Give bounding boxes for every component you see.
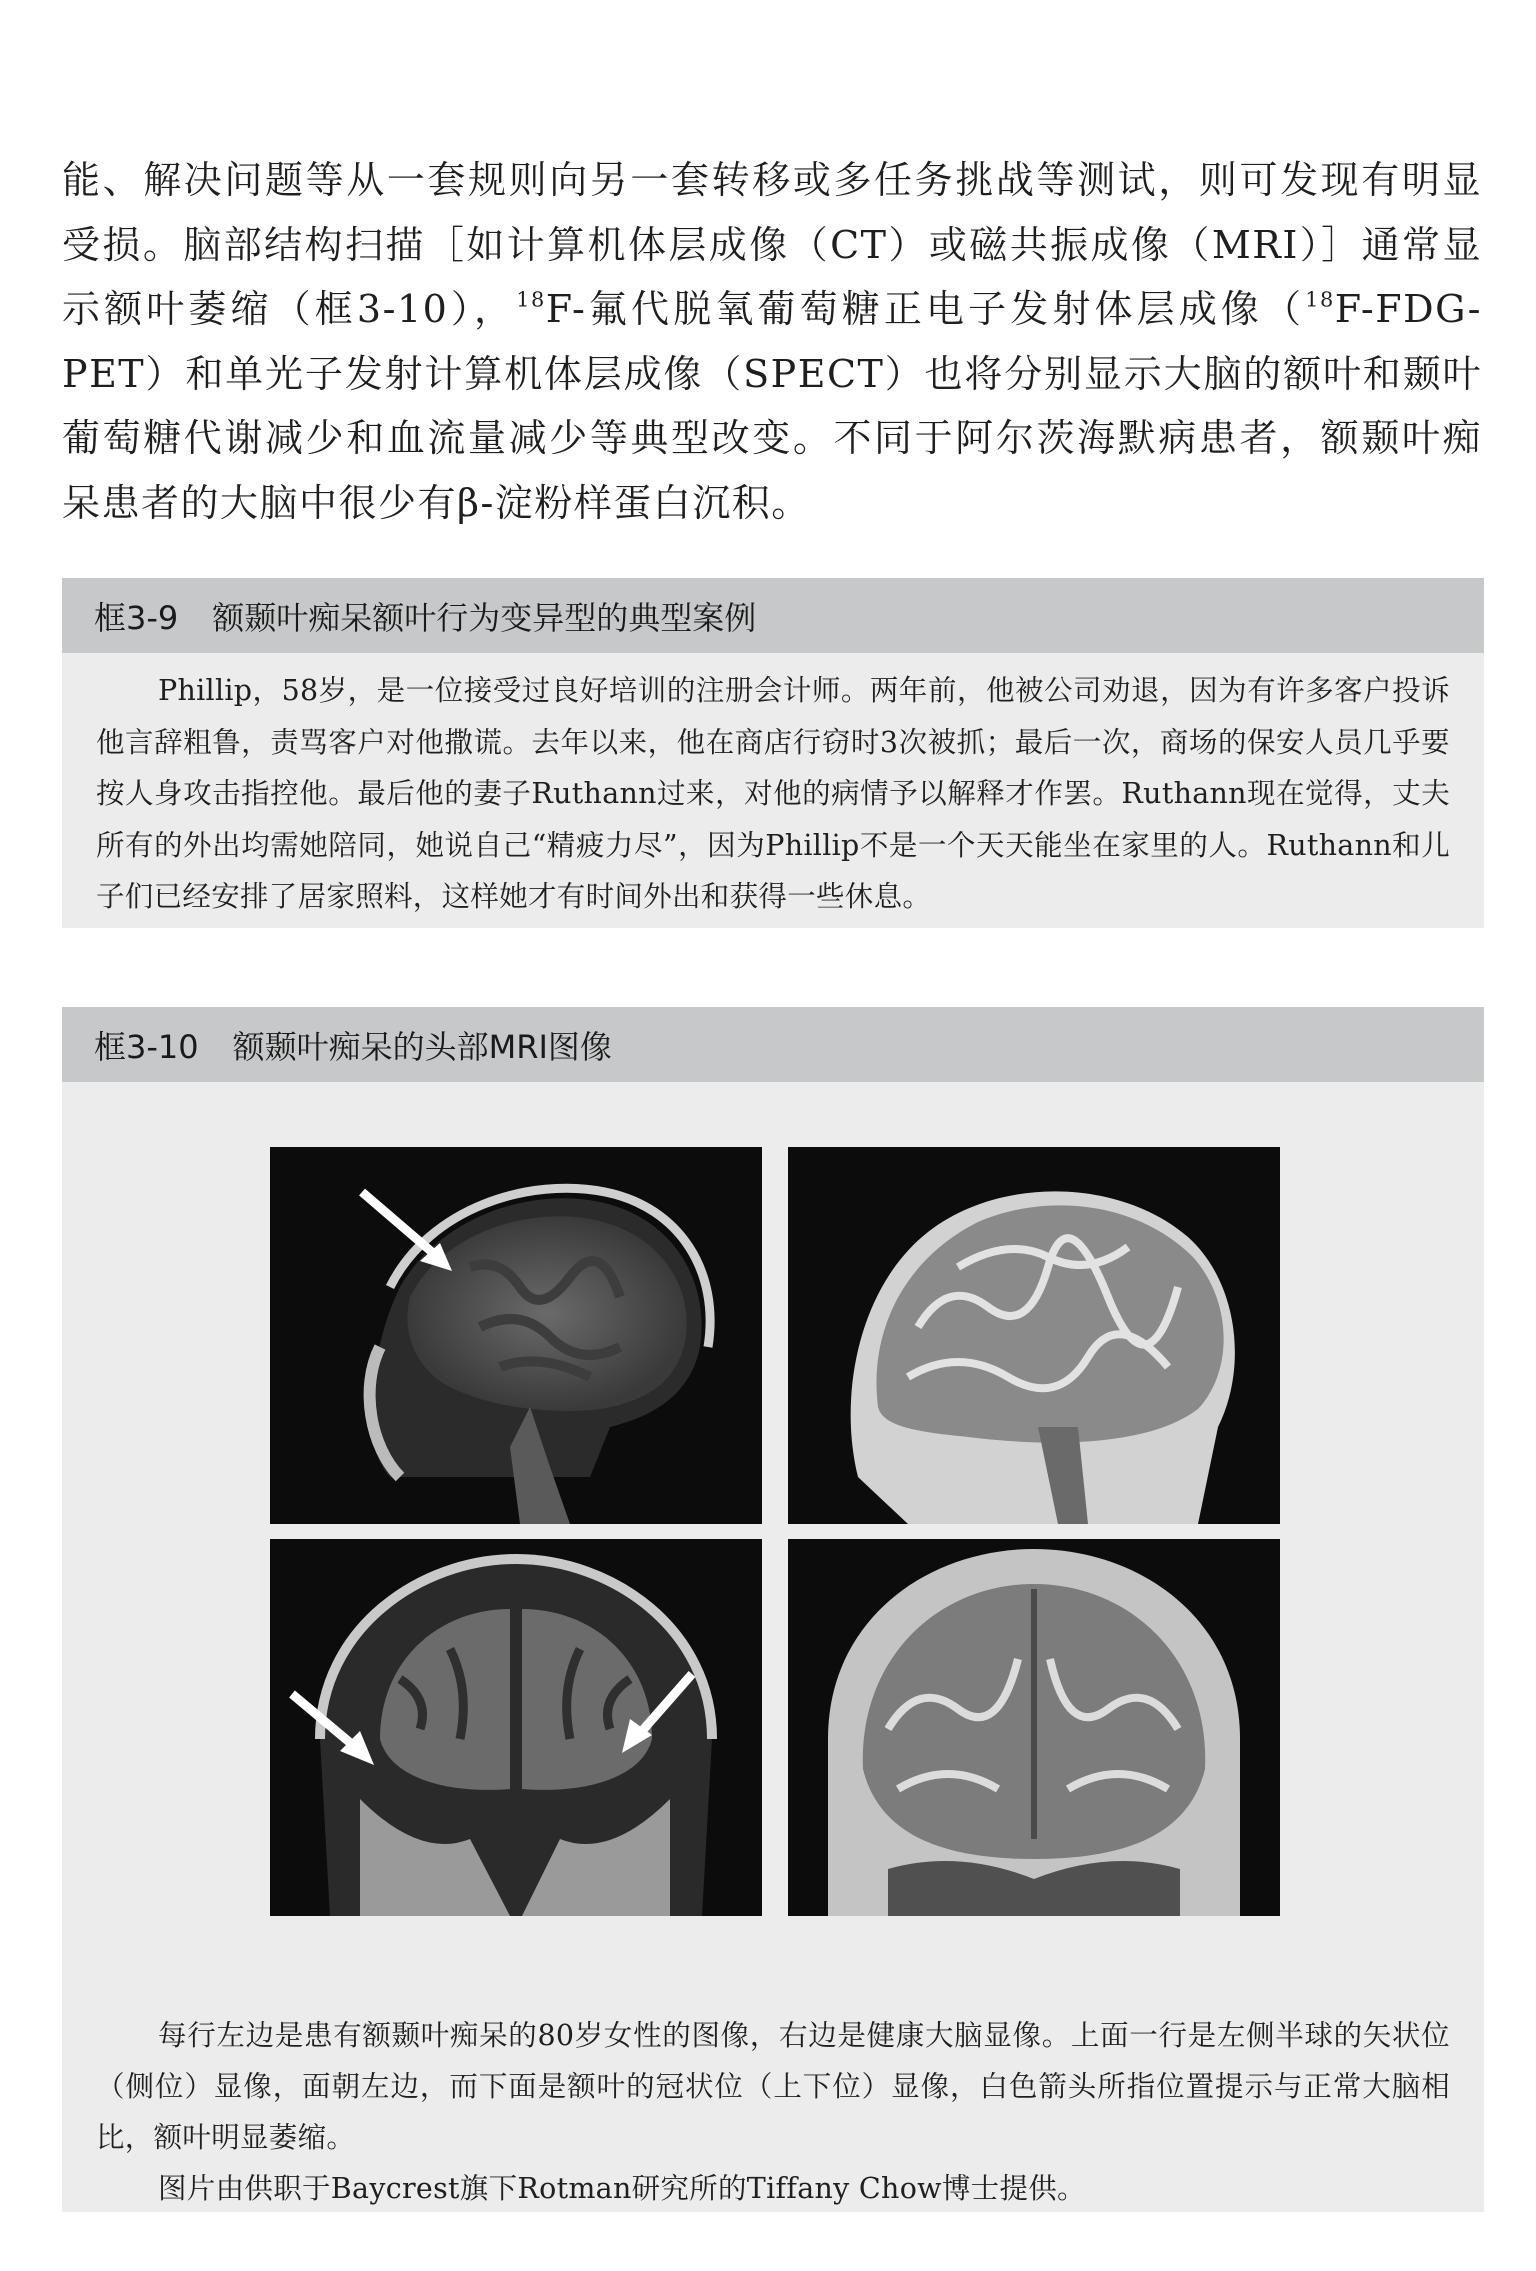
box-3-9-number: 框3-9 (94, 598, 179, 637)
caption-description: 每行左边是患有额颞叶痴呆的80岁女性的图像，右边是健康大脑显像。上面一行是左侧半球的矢状位（侧位）显像，面朝左边，而下面是额叶的冠状位（上下位）显像，白色箭头所指位置提示与正常大脑相比，额叶明显萎缩。 (96, 2019, 1450, 2154)
mri-sagittal-ftd (270, 1147, 762, 1524)
box-3-9-body (62, 653, 1484, 923)
mri-coronal-healthy (788, 1539, 1280, 1916)
intro-paragraph (62, 148, 1482, 535)
box-3-10-title: 额颞叶痴呆的头部MRI图像 (232, 1027, 612, 1066)
box-3-10 (62, 1007, 1484, 2212)
box-3-10-number: 框3-10 (94, 1027, 199, 1066)
figure-caption (96, 2010, 1450, 2214)
case-text: Phillip，58岁，是一位接受过良好培训的注册会计师。两年前，他被公司劝退，因为有许多客户投诉他言辞粗鲁，责骂客户对他撒谎。去年以来，他在商店行窃时3次被抓；最后一次，商场的保安人员几乎要按人身攻击指控他。最后他的妻子Ruthann过来，对他的病情予以解释才作罢。Ruthann现在觉得，丈夫所有的外出均需她陪同，她说自己“精疲力尽”，因为Phillip不是一个天天能坐在家里的人。Ruthann和儿子们已经安排了居家照料，这样她才有时间外出和获得一些休息。 (96, 674, 1450, 913)
mri-coronal-ftd (270, 1539, 762, 1916)
box-3-9-header (62, 578, 1484, 653)
box-3-9-title: 额颞叶痴呆额叶行为变异型的典型案例 (212, 598, 757, 637)
mri-figure-grid (270, 1147, 1280, 1939)
intro-text: 能、解决问题等从一套规则向另一套转移或多任务挑战等测试，则可发现有明显受损。脑部结构扫描［如计算机体层成像（CT）或磁共振成像（MRI）］通常显示额叶萎缩（框3-10），$^{18}$F-氟代脱氧葡萄糖正电子发射体层成像（$^{18}$F-FDG-PET）和单光子发射计算机体层成像（SPECT）也将分别显示大脑的额叶和颞叶葡萄糖代谢减少和血流量减少等典型改变。不同于阿尔茨海默病患者，额颞叶痴呆患者的大脑中很少有β-淀粉样蛋白沉积。 (62, 158, 1482, 525)
box-3-10-header (62, 1007, 1484, 1082)
mri-sagittal-healthy (788, 1147, 1280, 1524)
box-3-9 (62, 578, 1484, 928)
caption-credit: 图片由供职于Baycrest旗下Rotman研究所的Tiffany Chow博士提供。 (158, 2172, 1086, 2205)
